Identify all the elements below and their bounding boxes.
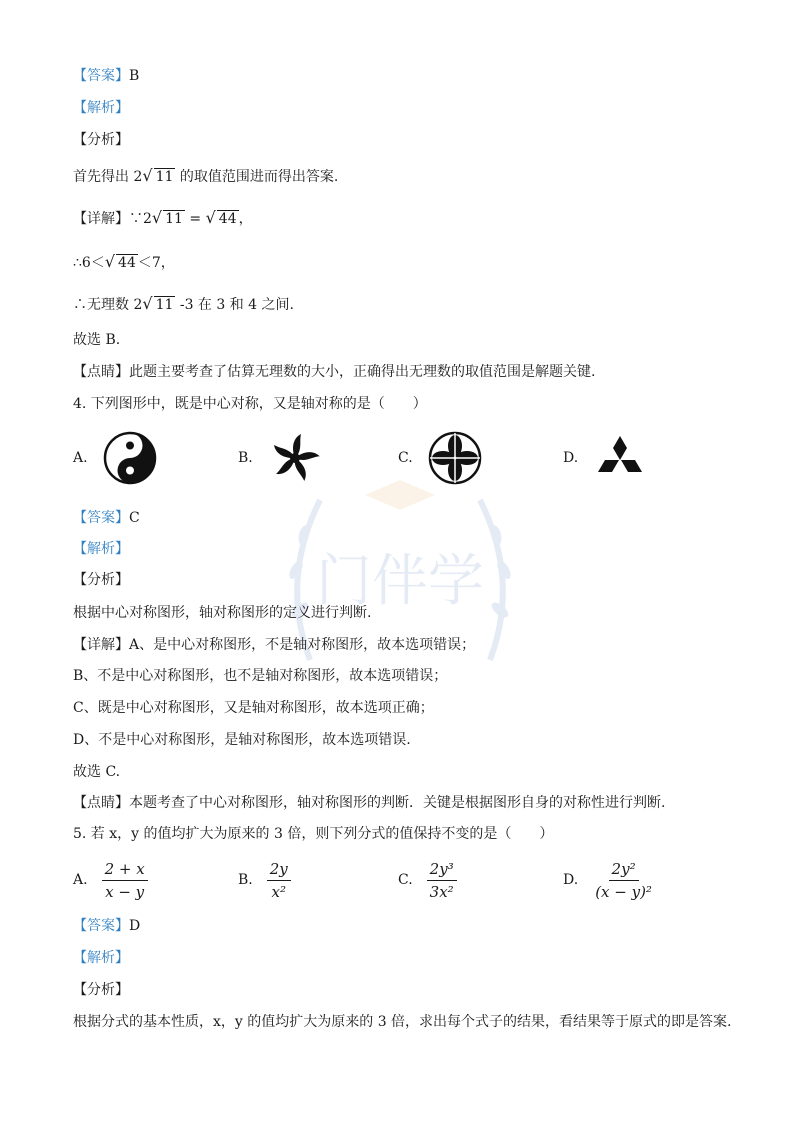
q5-option-d: D. $\frac{\text{2y²}}{\text{(x − y)²}}$: [563, 850, 655, 910]
q3-answer-line: [73, 66, 139, 86]
three-diamonds-icon: [592, 430, 648, 486]
q4-detail-c: C、既是中心对称图形，又是轴对称图形，故本选项正确；: [73, 700, 434, 716]
q4-detail-d: D、不是中心对称图形，是轴对称图形，故本选项错误.: [73, 732, 411, 748]
q5-analysis-tag: 【解析】: [73, 950, 129, 966]
q4-options: [73, 428, 713, 498]
q4-option-b: B.: [238, 428, 323, 488]
q4-analysis-tag: 【解析】: [73, 541, 129, 557]
q4-stem: 4. 下列图形中，既是中心对称，又是轴对称的是（ ）: [73, 396, 427, 412]
q5-option-a: A. $\frac{2 + x}{x - y}$: [73, 850, 148, 910]
q5-answer-line: 【答案】D: [73, 918, 141, 934]
sqrt-sign-icon: √: [151, 208, 163, 227]
pinwheel-icon: [267, 430, 323, 486]
q3-fenxi-tag: 【分析】: [73, 132, 129, 148]
fraction: $\frac{\text{2y³}}{\text{3x²}}$: [427, 860, 457, 901]
sqrt-sign-icon: √: [205, 208, 216, 227]
answer-value: B: [129, 68, 140, 84]
q4-detail-b: B、不是中心对称图形，也不是轴对称图形，故本选项错误；: [73, 668, 448, 684]
sqrt-sign-icon: √: [104, 252, 116, 271]
four-petal-circle-icon: [427, 430, 483, 486]
q3-dianjing-line: 【点睛】此题主要考查了估算无理数的大小，正确得出无理数的取值范围是解题关键.: [73, 364, 596, 380]
watermark-text: 门伴学: [316, 549, 484, 614]
sqrt-sign-icon: √: [142, 294, 153, 313]
q4-detail-a: 【详解】A、是中心对称图形，不是轴对称图形，故本选项错误；: [73, 637, 476, 653]
answer-tag: 【答案】: [73, 68, 129, 84]
q4-option-c: C.: [398, 428, 483, 488]
q3-detail-line: 【详解】∵2√ 11 = √ 44 ，: [73, 208, 253, 227]
q5-fenxi-line: 根据分式的基本性质，x，y 的值均扩大为原来的 3 倍，求出每个式子的结果，看结果等于原式的即是答案.: [73, 1014, 732, 1030]
q3-analysis-tag: 【解析】: [73, 100, 129, 116]
q4-choose-line: 故选 C.: [73, 764, 121, 780]
q3-fenxi-line: 首先得出 2√ 11 的取值范围进而得出答案.: [73, 166, 339, 185]
q3-choose-line: 故选 B.: [73, 332, 121, 348]
q5-options: [73, 850, 713, 920]
q4-answer-line: 【答案】C: [73, 510, 140, 526]
yin-yang-icon: [102, 430, 158, 486]
q5-stem: 5. 若 x，y 的值均扩大为原来的 3 倍，则下列分式的值保持不变的是（ ）: [73, 826, 554, 842]
q3-inequality-line: ∴6＜√ 44 ＜7，: [73, 252, 175, 271]
q5-fenxi-tag: 【分析】: [73, 982, 129, 998]
q3-between-line: ∴无理数 2√ 11 -3 在 3 和 4 之间.: [73, 294, 294, 313]
q4-option-a: A.: [73, 428, 158, 488]
fraction: $\frac{2 + x}{x - y}$: [102, 860, 148, 901]
q4-fenxi-tag: 【分析】: [73, 572, 129, 588]
q5-option-c: C. $\frac{\text{2y³}}{\text{3x²}}$: [398, 850, 457, 910]
q4-option-d: D.: [563, 428, 648, 488]
sqrt-sign-icon: √: [142, 166, 153, 185]
q4-dianjing-line: 【点睛】本题考查了中心对称图形，轴对称图形的判断．关键是根据图形自身的对称性进行判断.: [73, 795, 666, 811]
fraction: $\frac{2y}{\text{x²}}$: [267, 860, 291, 901]
fraction: $\frac{\text{2y²}}{\text{(x − y)²}}$: [595, 859, 652, 901]
q5-option-b: B. $\frac{2y}{\text{x²}}$: [238, 850, 291, 910]
q4-fenxi-line: 根据中心对称图形，轴对称图形的定义进行判断.: [73, 605, 372, 621]
